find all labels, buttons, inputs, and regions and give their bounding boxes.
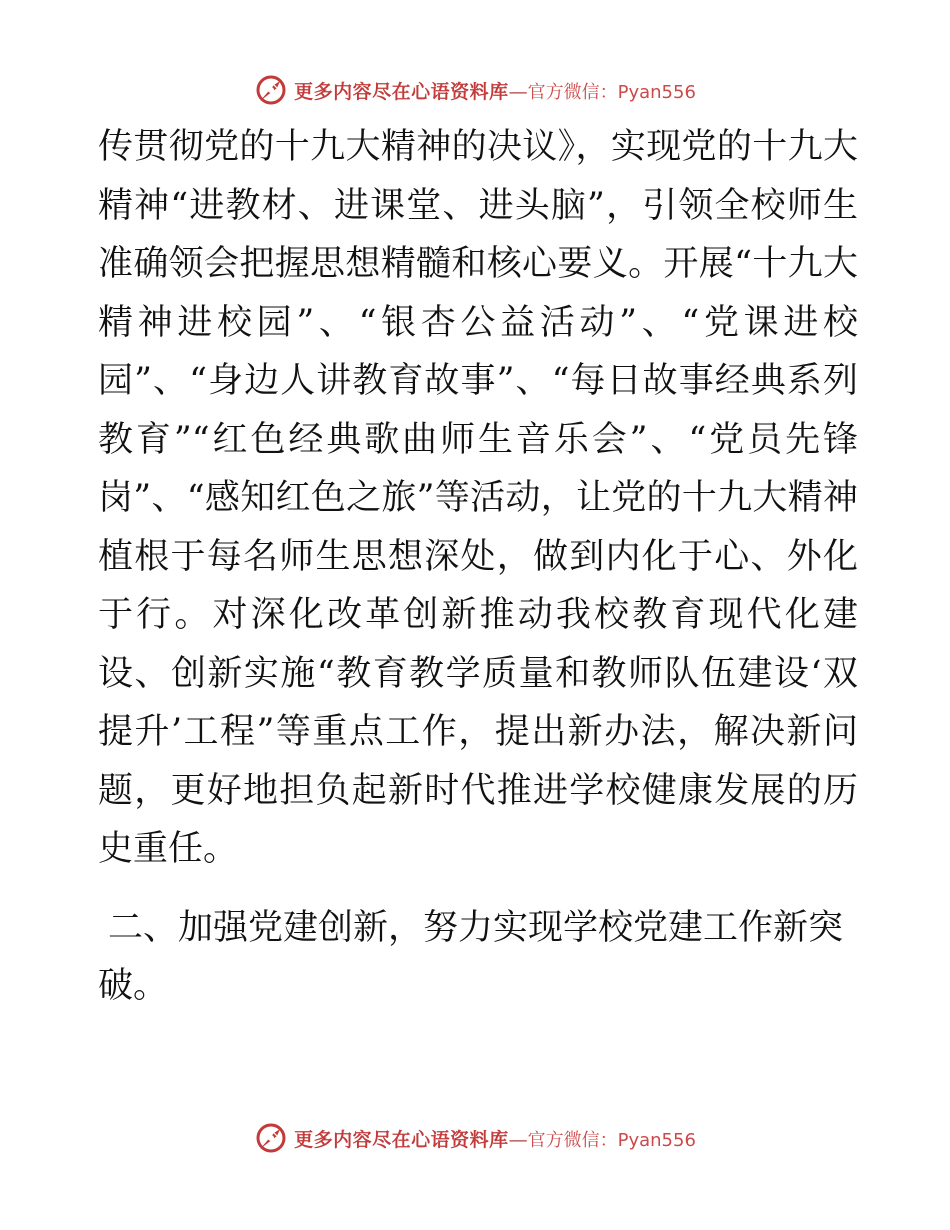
footer-banner-text [294,1125,696,1152]
footer-separator: — [508,1128,528,1151]
footer-brand: 更多内容尽在心语资料库 [294,1128,509,1151]
header-separator: — [508,80,528,103]
header-banner [0,70,950,110]
document-body [98,118,858,1016]
footer-banner [0,1118,950,1158]
quill-pen-circle-icon [254,1121,288,1155]
quill-pen-circle-icon [254,73,288,107]
section-heading: 二、加强党建创新，努力实现学校党建工作新突破。 [98,907,844,1006]
footer-contact: 官方微信：Pyan556 [527,1129,696,1151]
header-banner-text [294,77,696,104]
body-paragraph: 传贯彻党的十九大精神的决议》，实现党的十九大精神“进教材、进课堂、进头脑”，引领全校师生准确领会把握思想精髓和核心要义。开展“十九大精神进校园”、“银杏公益活动”、“党课进校园”、“身边人讲教育故事”、“每日故事经典系列教育”“红色经典歌曲师生音乐会”、“党员先锋岗”、“感知红色之旅”等活动，让党的十九大精神植根于每名师生思想深处，做到内化于心、外化于行。对深化改革创新推动我校教育现代化建设、创新实施“教育教学质量和教师队伍建设‘双提升’工程”等重点工作，提出新办法，解决新问题，更好地担负起新时代推进学校健康发展的历史重任。 [98,127,858,869]
header-contact: 官方微信：Pyan556 [527,81,696,103]
header-brand: 更多内容尽在心语资料库 [294,80,509,103]
